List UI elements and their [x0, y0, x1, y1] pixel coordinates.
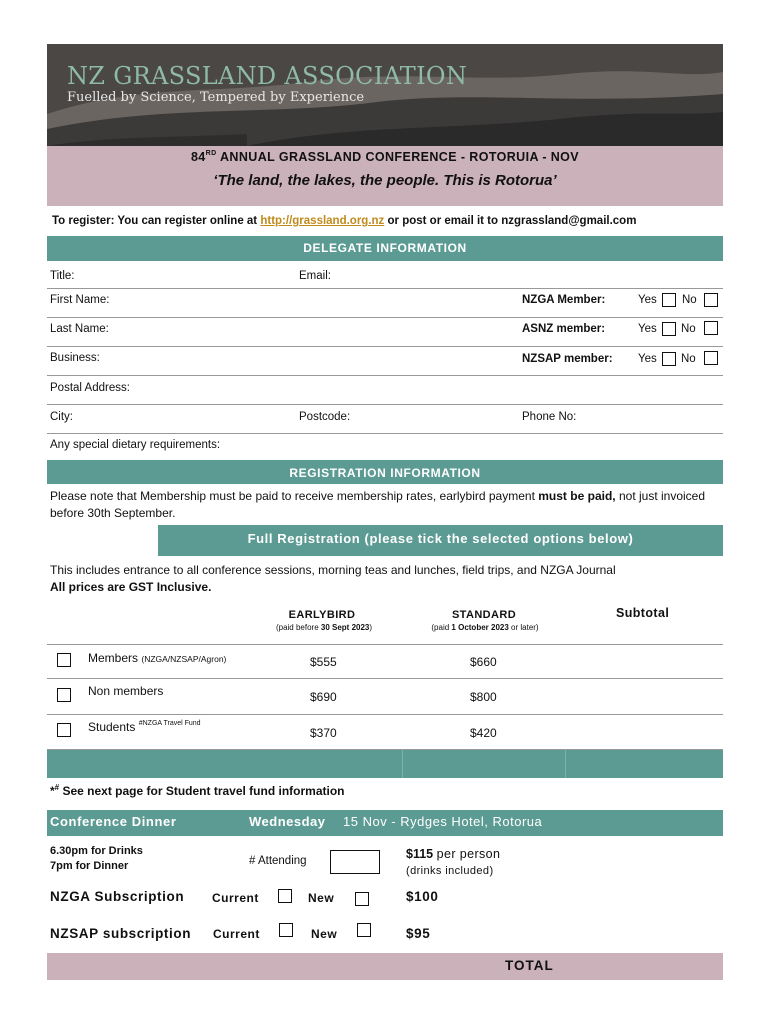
nzga-subscription-label: NZGA Subscription: [50, 889, 185, 904]
postcode-label: Postcode:: [299, 411, 351, 423]
conference-title-box: [47, 146, 723, 206]
nzsap-yes-checkbox[interactable]: [662, 352, 676, 366]
nzga-yes-label: Yes: [638, 294, 657, 306]
register-instructions: To register: You can register online at http://grassland.org.nz or post or email it to nzgrassland@gmail.com: [52, 215, 637, 227]
nzga-member-label: NZGA Member:: [522, 294, 606, 306]
registration-info-header: REGISTRATION INFORMATION: [47, 460, 723, 484]
conference-dinner-header: [47, 810, 723, 836]
total-label: TOTAL: [505, 958, 554, 973]
gst-text: All prices are GST Inclusive.: [50, 580, 212, 594]
table-row: Members (NZGA/NZSAP/Agron): [88, 651, 227, 665]
delegate-info-header: DELEGATE INFORMATION: [47, 236, 723, 261]
dinner-price: $115 per person: [406, 847, 501, 861]
earlybird-column-header: EARLYBIRD: [288, 609, 356, 621]
dietary-label: Any special dietary requirements:: [50, 439, 221, 451]
dinner-time: 7pm for Dinner: [50, 860, 129, 872]
org-tagline: Fuelled by Science, Tempered by Experience: [67, 90, 365, 105]
students-earlybird-price: $370: [310, 726, 337, 740]
students-standard-price: $420: [470, 726, 497, 740]
nzsap-member-label: NZSAP member:: [522, 353, 613, 365]
asnz-yes-label: Yes: [638, 323, 657, 335]
asnz-yes-checkbox[interactable]: [662, 322, 676, 336]
city-label: City:: [50, 411, 73, 423]
nzsap-no-checkbox[interactable]: [704, 351, 718, 365]
register-link[interactable]: http://grassland.org.nz: [260, 215, 385, 227]
nzsap-subscription-price: $95: [406, 926, 431, 941]
asnz-no-label: No: [681, 323, 696, 335]
attending-label: # Attending: [249, 855, 307, 867]
dinner-details: 15 Nov - Rydges Hotel, Rotorua: [343, 814, 543, 829]
phone-label: Phone No:: [522, 411, 577, 423]
earlybird-column-note: (paid before 30 Sept 2023): [275, 623, 373, 632]
members-checkbox[interactable]: [57, 653, 71, 667]
asnz-member-label: ASNZ member:: [522, 323, 606, 335]
nzga-subscription-price: $100: [406, 889, 439, 904]
dinner-price-note: (drinks included): [406, 865, 494, 877]
nzsap-yes-label: Yes: [638, 353, 657, 365]
non-members-checkbox[interactable]: [57, 688, 71, 702]
nzsap-current-label: Current: [213, 927, 260, 941]
nzga-new-label: New: [308, 891, 335, 905]
nzga-no-label: No: [682, 294, 697, 306]
standard-column-note: (paid 1 October 2023 or later): [431, 623, 539, 632]
students-checkbox[interactable]: [57, 723, 71, 737]
table-row: Students $^{\#NZGA Travel Fund}$: [88, 720, 201, 734]
full-registration-header: Full Registration (please tick the selected options below): [158, 525, 723, 556]
attending-input[interactable]: [330, 850, 380, 874]
non-members-standard-price: $800: [470, 690, 497, 704]
nzsap-current-checkbox[interactable]: [279, 923, 293, 937]
nzsap-subscription-label: NZSAP subscription: [50, 926, 192, 941]
nzga-current-label: Current: [212, 891, 259, 905]
standard-column-header: STANDARD: [451, 609, 517, 621]
nzsap-new-label: New: [311, 927, 338, 941]
dinner-title: Conference Dinner: [50, 814, 177, 829]
members-standard-price: $660: [470, 655, 497, 669]
conference-subtitle: ‘The land, the lakes, the people. This is Rotorua’: [213, 172, 557, 189]
postal-address-label: Postal Address:: [50, 382, 130, 394]
drinks-time: 6.30pm for Drinks: [50, 845, 143, 857]
non-members-earlybird-price: $690: [310, 690, 337, 704]
nzga-current-checkbox[interactable]: [278, 889, 292, 903]
conference-title: 84RD ANNUAL GRASSLAND CONFERENCE - ROTORUIA - NOV: [190, 150, 580, 164]
membership-note: Please note that Membership must be paid to receive membership rates, earlybird payment must be paid, not just invoiced before 30th September.: [50, 489, 706, 520]
org-title: NZ GRASSLAND ASSOCIATION: [67, 62, 468, 90]
nzga-yes-checkbox[interactable]: [662, 293, 676, 307]
table-row: Non members: [88, 684, 164, 698]
business-label: Business:: [50, 352, 100, 364]
dinner-day: Wednesday: [249, 814, 326, 829]
total-bar: [47, 953, 723, 980]
last-name-label: Last Name:: [50, 323, 109, 335]
email-field-label: Email:: [299, 270, 331, 282]
nzsap-new-checkbox[interactable]: [357, 923, 371, 937]
nzga-new-checkbox[interactable]: [355, 892, 369, 906]
nzga-no-checkbox[interactable]: [704, 293, 718, 307]
includes-text: This includes entrance to all conference sessions, morning teas and lunches, field trips, and NZGA Journal: [50, 563, 616, 577]
subtotal-strip: [47, 750, 723, 778]
asnz-no-checkbox[interactable]: [704, 321, 718, 335]
header-banner: [47, 44, 723, 146]
student-fund-note: *# See next page for Student travel fund information: [50, 783, 345, 798]
title-field-label: Title:: [50, 270, 75, 282]
subtotal-column-header: Subtotal: [616, 606, 670, 620]
nzsap-no-label: No: [681, 353, 696, 365]
members-earlybird-price: $555: [310, 655, 337, 669]
first-name-label: First Name:: [50, 294, 110, 306]
